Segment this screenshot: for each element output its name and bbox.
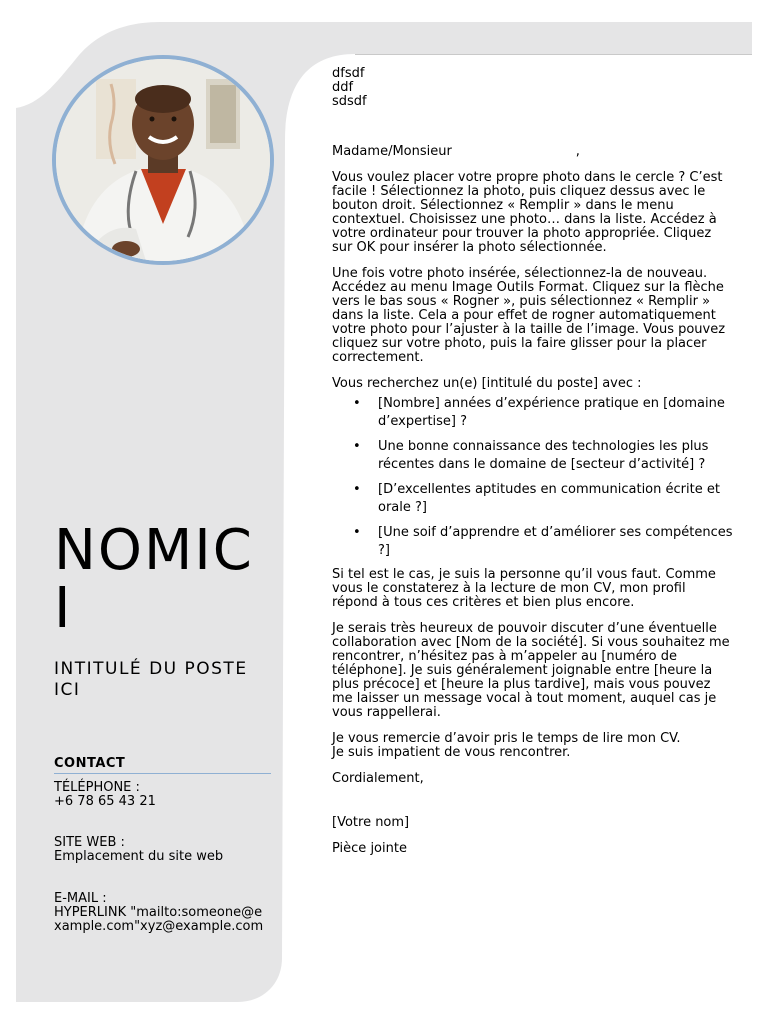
attachment-note: Pièce jointe (332, 841, 407, 856)
paragraph-fit: Si tel est le cas, je suis la personne qu’il vous faut. Comme vous le constaterez à la lecture de mon CV, mon profil répond à tous ces critères et bien plus encore. (332, 567, 716, 610)
phone-block (54, 781, 269, 809)
contact-divider (54, 773, 271, 774)
phone-label: TÉLÉPHONE : (54, 780, 140, 795)
email-label: E-MAIL : (54, 891, 107, 906)
bullet-icon: • (353, 525, 361, 540)
requirements-list (332, 395, 734, 560)
recipient-address (332, 67, 734, 109)
email-value[interactable]: HYPERLINK "mailto:someone@example.com"xyz@example.com (54, 905, 264, 934)
bullet-icon: • (353, 396, 361, 411)
list-item-text: [D’excellentes aptitudes en communication écrite et orale ?] (378, 482, 720, 515)
website-value: Emplacement du site web (54, 849, 224, 864)
address-line: sdsdf (332, 94, 367, 109)
list-item-text: Une bonne connaissance des technologies les plus récentes dans le domaine de [secteur d’activité] ? (378, 439, 709, 472)
thanks-line: Je vous remercie d’avoir pris le temps de lire mon CV. (332, 731, 681, 746)
address-line: dfsdf (332, 66, 365, 81)
bullet-icon: • (353, 482, 361, 497)
applicant-name: NOMIC I (54, 518, 254, 641)
website-block (54, 836, 269, 864)
letter-body (332, 67, 734, 868)
thanks-line: Je suis impatient de vous rencontrer. (332, 745, 571, 760)
paragraph-thanks (332, 732, 734, 760)
paragraph-availability: Je serais très heureux de pouvoir discuter d’une éventuelle collaboration avec [Nom de la société]. Si vous souhaitez me rencontrer, n’hésitez pas à m’appeler au [numéro de téléphone]. Je suis généralement joignable entre [heure la plus précoce] et [heure la plus tardive], mais vous pouvez me laisser un message vocal à tout moment, auquel cas je vous rappellerai. (332, 621, 730, 720)
website-label: SITE WEB : (54, 835, 125, 850)
list-item (332, 395, 734, 431)
paragraph-photo-instructions: Vous voulez placer votre propre photo dans le cercle ? C’est facile ! Sélectionnez la photo, puis cliquez dessus avec le bouton droit. Sélectionnez « Remplir » dans le menu contextuel. Choisissez une photo… dans la liste. Accédez à votre ordinateur pour trouver la photo appropriée. Cliquez sur OK pour insérer la photo sélectionnée. (332, 170, 723, 255)
list-item-text: [Nombre] années d’expérience pratique en [domaine d’expertise] ? (378, 396, 725, 429)
signature-name: [Votre nom] (332, 815, 410, 830)
list-item (332, 438, 734, 474)
job-title: INTITULÉ DU POSTE ICI (54, 659, 248, 700)
bullet-icon: • (353, 439, 361, 454)
doctor-photo-image (56, 59, 270, 261)
paragraph-crop-instructions: Une fois votre photo insérée, sélectionnez-la de nouveau. Accédez au menu Image Outils Format. Cliquez sur la flèche vers le bas sous « Rogner », puis sélectionnez « Remplir » dans la liste. Cela a pour effet de rogner automatiquement votre photo pour l’ajuster à la taille de l’image. Vous pouvez cliquez sur votre photo, puis la faire glisser pour la placer correctement. (332, 266, 726, 365)
email-block (54, 892, 269, 934)
closing: Cordialement, (332, 771, 424, 786)
profile-photo[interactable] (52, 55, 274, 265)
list-item (332, 524, 734, 560)
requirements-intro: Vous recherchez un(e) [intitulé du poste] avec : (332, 376, 642, 391)
address-line: ddf (332, 80, 354, 95)
list-item (332, 481, 734, 517)
list-item-text: [Une soif d’apprendre et d’améliorer ses compétences ?] (378, 525, 733, 558)
contact-heading: CONTACT (54, 756, 126, 771)
salutation: Madame/Monsieur , (332, 144, 580, 159)
phone-value: +6 78 65 43 21 (54, 794, 156, 809)
